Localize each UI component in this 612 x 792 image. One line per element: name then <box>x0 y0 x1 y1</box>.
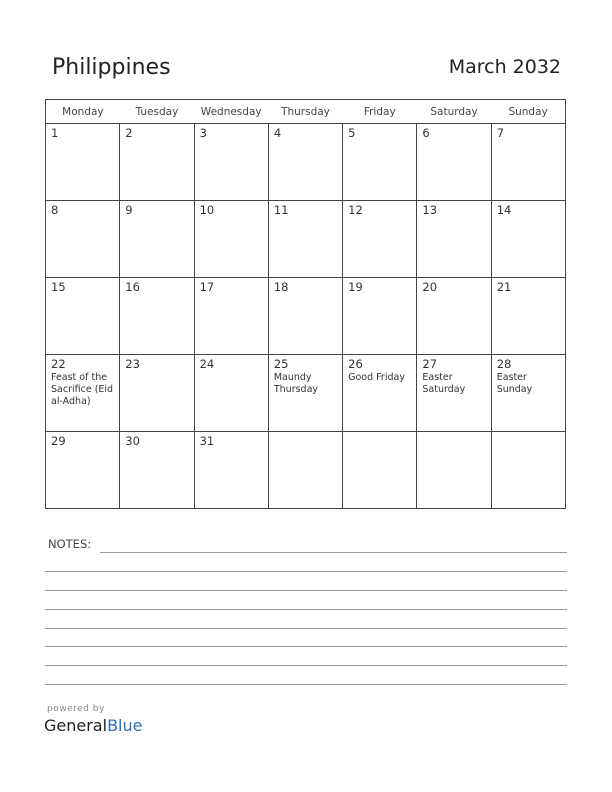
day-cell <box>268 355 342 432</box>
day-number: 11 <box>273 203 289 217</box>
note-line <box>45 628 567 629</box>
day-number: 8 <box>51 203 59 217</box>
day-cell <box>491 124 565 201</box>
day-number: 22 <box>51 357 66 371</box>
weekday-friday: Friday <box>343 100 417 124</box>
day-number: 5 <box>348 126 356 140</box>
day-cell <box>268 124 342 201</box>
day-number: 16 <box>125 280 140 294</box>
day-number: 26 <box>348 357 363 371</box>
calendar-grid <box>45 99 566 509</box>
day-number: 20 <box>422 280 438 294</box>
day-cell <box>46 278 120 355</box>
day-cell <box>417 201 491 278</box>
day-number: 18 <box>273 280 289 294</box>
day-cell <box>268 432 342 509</box>
day-number: 13 <box>422 203 438 217</box>
day-cell <box>343 278 417 355</box>
holiday-label: Feast of the Sacrifice (Eid al-Adha) <box>51 372 114 407</box>
notes-label: NOTES: <box>48 537 92 551</box>
weekday-saturday: Saturday <box>417 100 491 124</box>
day-number: 14 <box>496 203 512 217</box>
week-row <box>46 355 566 432</box>
day-number: 4 <box>273 126 282 140</box>
day-number: 31 <box>199 434 215 448</box>
day-number: 28 <box>496 357 512 371</box>
day-cell <box>491 355 565 432</box>
day-cell <box>417 124 491 201</box>
day-cell <box>491 432 565 509</box>
day-number: 27 <box>422 357 438 371</box>
day-number: 12 <box>348 203 363 217</box>
day-cell <box>417 355 491 432</box>
day-cell <box>120 355 194 432</box>
day-number: 7 <box>496 126 505 140</box>
holiday-label: Maundy Thursday <box>273 372 319 395</box>
day-cell <box>343 355 417 432</box>
holiday-label: Easter Saturday <box>422 372 466 395</box>
note-line <box>45 646 567 647</box>
weekday-sunday: Sunday <box>491 100 565 124</box>
day-cell <box>120 278 194 355</box>
weekday-thursday: Thursday <box>268 100 342 124</box>
day-number: 23 <box>125 357 140 371</box>
day-number: 21 <box>496 280 512 294</box>
weekday-monday: Monday <box>46 100 120 124</box>
day-cell <box>343 432 417 509</box>
day-cell <box>194 201 268 278</box>
day-number: 15 <box>51 280 66 294</box>
weekday-tuesday: Tuesday <box>120 100 194 124</box>
day-number: 10 <box>199 203 215 217</box>
day-number: 3 <box>199 126 207 140</box>
day-cell <box>46 355 120 432</box>
day-cell <box>120 124 194 201</box>
day-number: 24 <box>199 357 215 371</box>
weekday-wednesday: Wednesday <box>194 100 268 124</box>
note-line <box>45 571 567 572</box>
day-number: 9 <box>125 203 133 217</box>
day-cell <box>46 124 120 201</box>
day-cell <box>194 432 268 509</box>
month-year-title: March 2032 <box>448 56 561 78</box>
day-cell <box>194 355 268 432</box>
week-row <box>46 278 566 355</box>
brand-blue: Blue <box>107 716 143 735</box>
generalblue-logo <box>44 716 142 735</box>
brand-general: General <box>44 716 108 735</box>
day-cell <box>417 432 491 509</box>
day-cell <box>194 124 268 201</box>
day-number: 30 <box>125 434 140 448</box>
week-row <box>46 432 566 509</box>
day-cell <box>268 278 342 355</box>
week-row <box>46 201 566 278</box>
note-line <box>45 684 567 685</box>
day-cell <box>194 278 268 355</box>
day-number: 25 <box>273 357 289 371</box>
day-cell <box>417 278 491 355</box>
day-cell <box>120 201 194 278</box>
day-number: 19 <box>348 280 363 294</box>
note-line <box>45 665 567 666</box>
holiday-label: Easter Sunday <box>496 372 533 395</box>
weekday-header-row <box>46 100 566 124</box>
note-line <box>45 590 567 591</box>
day-cell <box>343 124 417 201</box>
day-number: 29 <box>51 434 66 448</box>
country-title: Philippines <box>52 55 171 80</box>
day-cell <box>120 432 194 509</box>
note-line <box>45 609 567 610</box>
day-cell <box>491 278 565 355</box>
day-cell <box>46 201 120 278</box>
day-cell <box>343 201 417 278</box>
day-number: 2 <box>125 126 133 140</box>
day-number: 1 <box>51 126 59 140</box>
day-number: 6 <box>422 126 430 140</box>
powered-by-label: powered by <box>47 704 105 714</box>
note-line <box>100 552 567 553</box>
day-cell <box>46 432 120 509</box>
day-cell <box>268 201 342 278</box>
day-cell <box>491 201 565 278</box>
day-number: 17 <box>199 280 215 294</box>
week-row <box>46 124 566 201</box>
holiday-label: Good Friday <box>348 372 405 383</box>
